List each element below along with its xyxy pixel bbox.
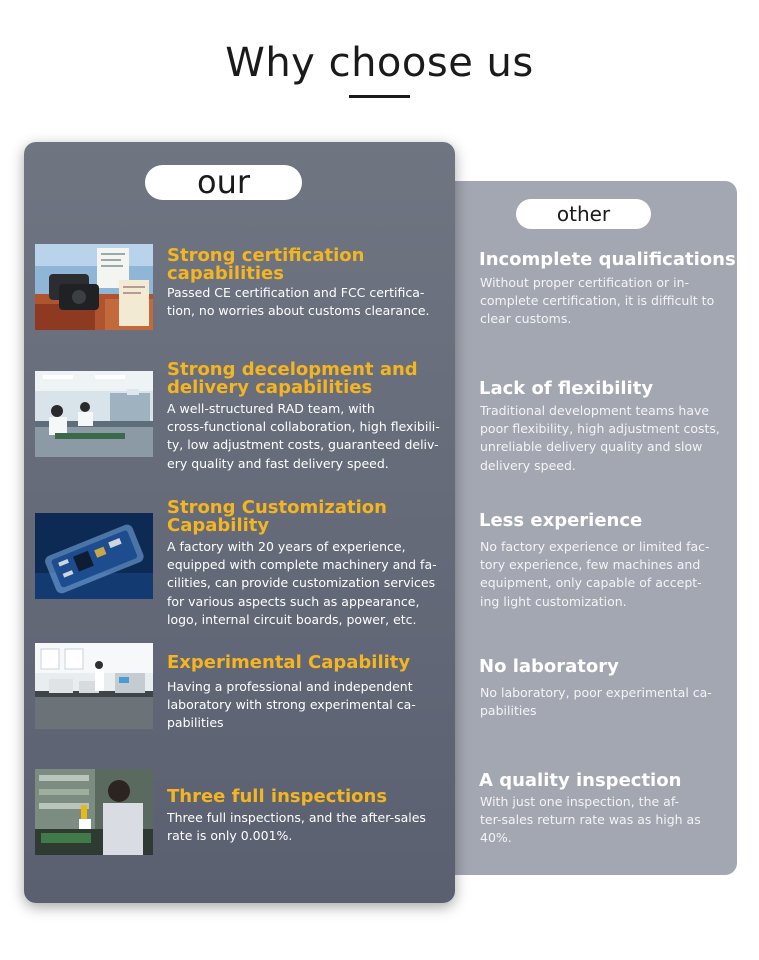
other-item-1-text: Without proper certification or in- complete certification, it is difficult to clear customs. (480, 275, 715, 327)
other-item-2-heading: Lack of flexibility (479, 378, 654, 399)
circuit-board-photo (35, 513, 153, 599)
our-item-4-heading: Experimental Capability (167, 652, 411, 673)
our-item-3-heading: Strong Customization Capability (167, 497, 387, 536)
our-item-1-heading: Strong certification capabilities (167, 245, 365, 284)
other-item-4-heading: No laboratory (479, 656, 619, 677)
our-item-1-text: Passed CE certification and FCC certifica- tion, no worries about customs clearance. (167, 285, 430, 319)
our-item-4-text: Having a professional and independent laboratory with strong experimental ca- pabilities (167, 679, 416, 731)
other-item-5-heading: A quality inspection (479, 770, 682, 791)
other-item-5-text: With just one inspection, the af- ter-sales return rate was as high as 40%. (480, 794, 701, 846)
our-item-5-heading: Three full inspections (167, 786, 388, 807)
title-underline (349, 95, 410, 98)
our-item-5-text: Three full inspections, and the after-sales rate is only 0.001%. (167, 810, 426, 844)
our-label: our (145, 165, 302, 200)
other-item-2-text: Traditional development teams have poor flexibility, high adjustment costs, unreliable delivery quality and slow delivery speed. (480, 403, 720, 473)
our-item-3-text: A factory with 20 years of experience, equipped with complete machinery and fa- cilities, can provide customization services for various aspects such as appearance, logo, internal circuit boards, power, etc. (167, 539, 437, 627)
other-item-4-text: No laboratory, poor experimental ca- pabilities (480, 685, 712, 719)
other-item-3-text: No factory experience or limited fac- tory experience, few machines and equipment, only capable of accept- ing light customization. (480, 539, 710, 609)
other-item-1-heading: Incomplete qualifications (479, 249, 736, 270)
development-team-photo (35, 371, 153, 457)
our-item-2-heading: Strong decelopment and delivery capabilities (167, 359, 418, 398)
laboratory-photo (35, 643, 153, 729)
other-label: other (516, 199, 651, 229)
our-item-2-text: A well-structured RAD team, with cross-functional collaboration, high flexibili- ty, low adjustment costs, guaranteed deliv- ery quality and fast delivery speed. (167, 401, 440, 471)
page-title: Why choose us (225, 40, 534, 86)
other-item-3-heading: Less experience (479, 510, 643, 531)
inspection-photo (35, 769, 153, 855)
certification-photo (35, 244, 153, 330)
